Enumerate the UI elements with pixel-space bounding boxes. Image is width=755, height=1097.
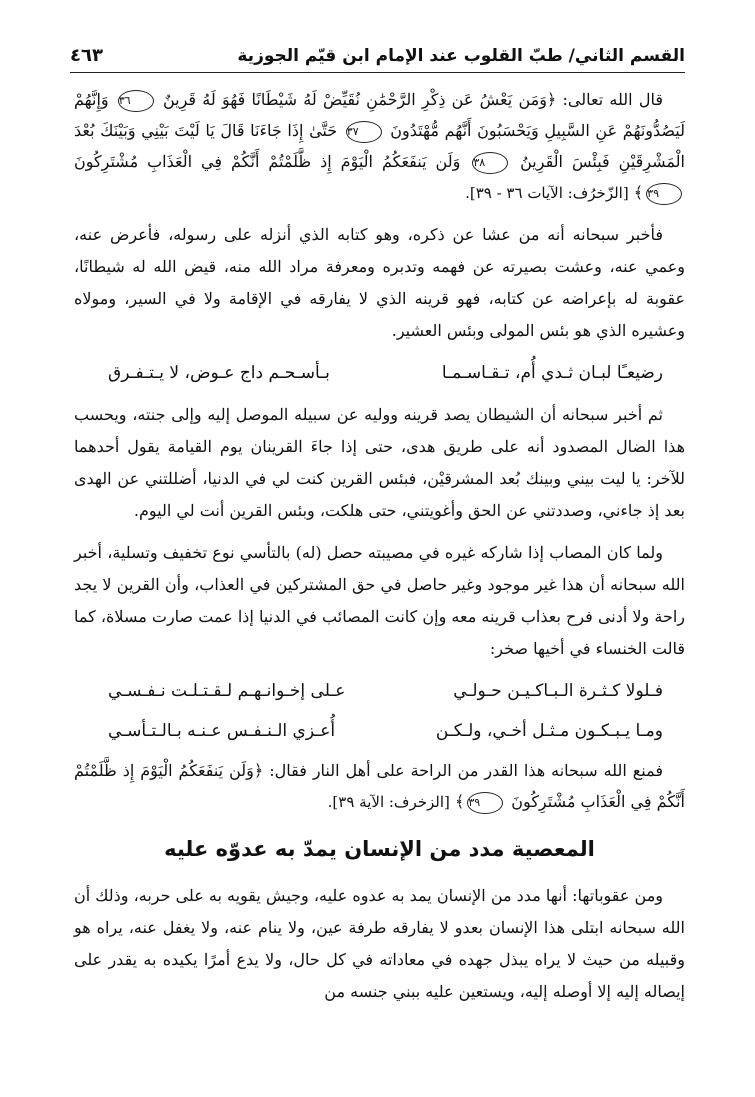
verse-reference: [الزخرف: الآية ٣٩]. (327, 793, 450, 811)
body-paragraph: ومن عقوباتها: أنها مدد من الإنسان يمد به عدوه عليه، وجيش يقويه به على حربه، وذلك أن الله سبحانه ابتلى هذا الإنسان بعدو لا يفارقه طرفة عين، ولا ينام عنه، ولا يغفل عنه، يراه هو وقبيله من حيث لا يراه يبذل جهده في معاداته في كل حال، ولا يدع أمرًا يكيده به يقدر على إيصاله إليه إلا أوصله إليه، ويستعين عليه ببني جنسه من (74, 886, 686, 1001)
poetry-line (74, 357, 685, 389)
poetry-line (74, 715, 685, 747)
ayah-number-marker: ٣٧ (346, 121, 382, 143)
quran-verse-37: وَإِنَّهُمْ لَيَصُدُّونَهُمْ عَنِ السَّبِيلِ وَيَحْسَبُونَ أَنَّهُم مُّهْتَدُونَ (74, 90, 685, 140)
ayah-number-marker: ٣٦ (118, 90, 154, 112)
page-body (74, 84, 685, 1018)
running-title: القسم الثاني/ طبّ القلوب عند الإمام ابن قيّم الجوزية (237, 46, 685, 66)
section-heading: المعصية مدد من الإنسان يمدّ به عدوّه عليه (164, 837, 595, 861)
page-number: ٤٦٣ (70, 45, 103, 66)
paragraph-text: فمنع الله سبحانه هذا القدر من الراحة على أهل النار فقال: (269, 761, 663, 780)
quran-intro: قال الله تعالى: (562, 90, 663, 109)
verse-reference: [الزّخرُف: الآيات ٣٦ - ٣٩]. (465, 184, 629, 202)
body-paragraph: ثم أخبر سبحانه أن الشيطان يصد قرينه ووليه عن سبيله الموصل إليه وإلى جنته، ويحسب هذا الضال المصدود أنه على طريق هدى، حتى إذا جاءَ القرينان يوم القيامة يقول أحدهما للآخر: يا ليت بيني وبينك بُعد المشرقيْن، فبئس القرين كنت لي في الدنيا، أضللتني عن الهدى بعد إذ جاءني، وصددتني عن الحق وأغويتني، حتى هلكت، وبئس القرين أنت لي اليوم. (74, 405, 685, 520)
quran-verse-36: ﴿وَمَن يَعْشُ عَن ذِكْرِ الرَّحْمَٰنِ نُقَيِّضْ لَهُ شَيْطَانًا فَهُوَ لَهُ قَرِينٌ (162, 90, 557, 109)
poetry-hemistich-second: بـأسـحـم داج عـوض، لا يـتـفـرق (108, 363, 330, 383)
page-header (70, 38, 685, 73)
quran-verse-38: حَتَّىٰ إِذَا جَاءَنَا قَالَ يَا لَيْتَ بَيْنِي وَبَيْنَكَ بُعْدَ الْمَشْرِقَيْنِ فَبِئْسَ الْقَرِينُ (74, 121, 685, 171)
quran-close-bracket: ﴾ (633, 183, 644, 202)
quran-verse-39: وَلَن يَنفَعَكُمُ الْيَوْمَ إِذ ظَّلَمْتُمْ أَنَّكُمْ فِي الْعَذَابِ مُشْتَرِكُونَ (74, 152, 461, 171)
poetry-hemistich-first: ومـا يـبـكـون مـثـل أخـي، ولـكـن (435, 721, 663, 741)
body-paragraph: ولما كان المصاب إذا شاركه غيره في مصيبته حصل (له) بالتأسي نوع تخفيف وتسلية، أخبر الله سبحانه أن هذا غير موجود وغير حاصل في حق المشتركين في العذاب، وأن القرين لا يجد راحة ولا أدنى فرح بعذاب قرينه معه وإن كانت المصائب في الدنيا إذا عمت صارت مسلاة، كما قالت الخنساء في أخيها صخر: (74, 543, 685, 658)
poetry-hemistich-second: أُعـزي الـنـفـس عـنـه بـالـتـأسـي (108, 721, 336, 741)
poetry-hemistich-second: عـلى إخـوانـهـم لـقـتـلـت نـفـسـي (108, 681, 346, 701)
poetry-hemistich-first: رضيعـًا لبـان ثـدي أُم، تـقـاسـمـا (441, 363, 663, 383)
quran-passage-paragraph (74, 84, 685, 209)
ayah-number-marker: ٣٩ (467, 792, 503, 814)
quran-verse-39: ﴿وَلَن يَنفَعَكُمُ الْيَوْمَ إِذ ظَّلَمْتُمْ أَنَّكُمْ فِي الْعَذَابِ مُشْتَرِكُونَ (74, 761, 685, 811)
quran-close-bracket: ﴾ (455, 792, 465, 811)
ayah-number-marker: ٣٩ (646, 183, 682, 205)
poetry-hemistich-first: فـلولا كـثـرة الـبـاكـيـن حـولـي (453, 681, 663, 701)
body-paragraph: فأخبر سبحانه أنه من عشا عن ذكره، وهو كتابه الذي أنزله على رسوله، فأعرض عنه، وعمي عنه، وعشت بصيرته عن فهمه وتدبره ومعرفة مراد الله منه، قيض الله له شيطانًا، عقوبة له بإعراضه عن كتابه، فهو قرينه الذي لا يفارقه في الإقامة ولا في السير، ومولاه وعشيره الذي هو بئس المولى وبئس العشير. (74, 225, 685, 340)
ayah-number-marker: ٣٨ (472, 152, 508, 174)
body-paragraph-with-verse (74, 755, 685, 818)
poetry-line (74, 675, 685, 707)
